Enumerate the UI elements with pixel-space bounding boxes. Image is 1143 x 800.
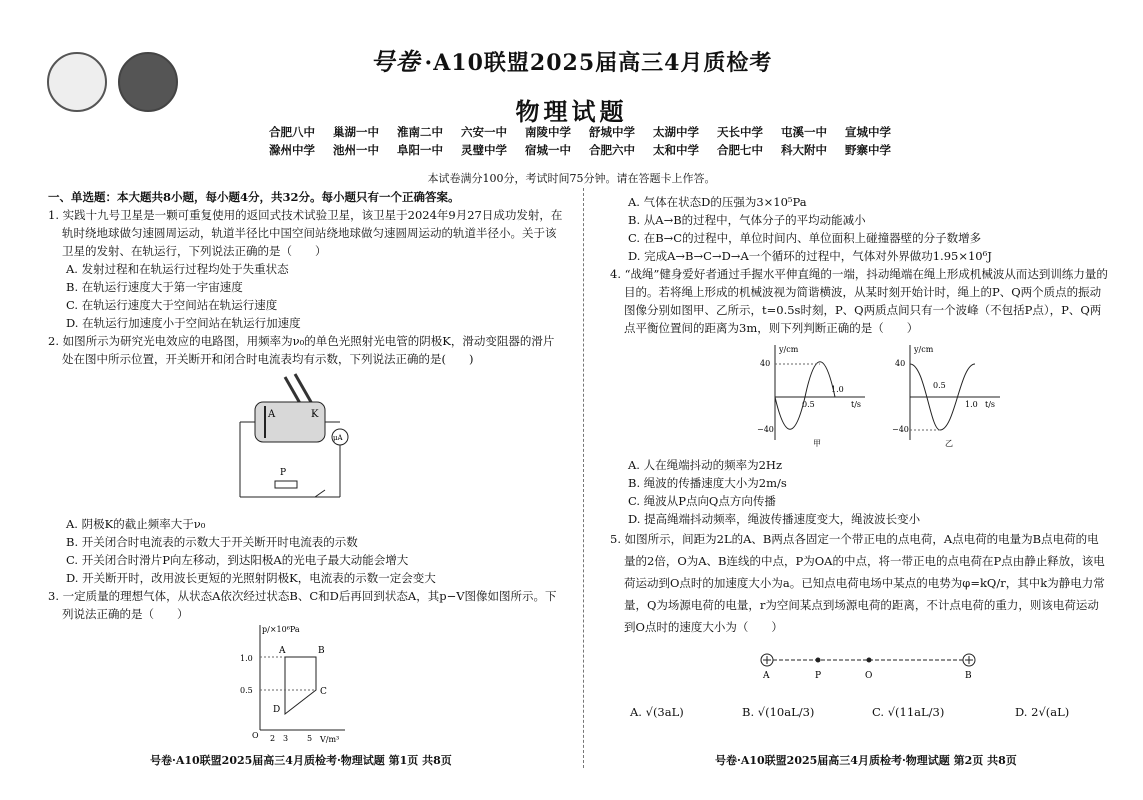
subject-title: 物理试题 <box>515 97 628 126</box>
column-divider <box>583 188 584 768</box>
question-3-option-c: C. 在B→C的过程中，单位时间内、单位面积上碰撞器壁的分子数增多 <box>628 231 982 245</box>
question-3-option-a: A. 气体在状态D的压强为3×10⁵Pa <box>628 195 807 209</box>
pv-point-a: A <box>279 646 286 656</box>
pv-xlabel: V/m³ <box>320 735 340 744</box>
question-2-stem: 2. 如图所示为研究光电效应的电路图，用频率为ν₀的单色光照射光电管的阴极K，滑动变阻器的滑片处在图中所示位置，开关断开和闭合时电流表均有示数，下列说法正确的是( ) <box>48 334 555 366</box>
question-4-option-c: C. 绳波从P点向Q点方向传播 <box>628 494 776 508</box>
question-5-option-b: B. √(10aL/3) <box>742 705 815 719</box>
footer-right: 号卷·A10联盟2025届高三4月质检考·物理试题 第2页 共8页 <box>715 754 1017 767</box>
wave2-ytick-pos: 40 <box>895 359 906 368</box>
question-2-option-d: D. 开关断开时，改用波长更短的光照射阴极K，电流表的示数一定会变大 <box>66 571 436 585</box>
school-list-row2: 滁州中学 池州一中 阜阳一中 灵璧中学 宿城一中 合肥六中 太和中学 合肥七中 科大附中 野寨中学 <box>268 143 892 157</box>
school-list-row1: 合肥八中 巢湖一中 淮南二中 六安一中 南陵中学 舒城中学 太湖中学 天长中学 屯溪一中 宣城中学 <box>268 125 892 139</box>
question-2-option-b: B. 开关闭合时电流表的示数大于开关断开时电流表的示数 <box>66 535 358 549</box>
wave1-ytick-pos: 40 <box>760 359 771 368</box>
question-2-option-a: A. 阴极K的截止频率大于ν₀ <box>66 517 206 531</box>
footer-left: 号卷·A10联盟2025届高三4月质检考·物理试题 第1页 共8页 <box>150 754 452 767</box>
wave2-ylabel: y/cm <box>914 345 934 354</box>
pv-point-c: C <box>320 687 327 697</box>
question-3-stem: 3. 一定质量的理想气体，从状态A依次经过状态B、C和D后再回到状态A，其p−V图像如图所示。下列说法正确的是（ ） <box>48 589 557 621</box>
question-4-stem: 4. “战绳”健身爱好者通过手握水平伸直绳的一端，抖动绳端在绳上形成机械波从而达到训练力量的目的。若将绳上形成的机械波视为简谐横波，从某时刻开始计时，绳上的P、Q两个质点的振动图像分别如图甲、乙所示，t=0.5s时刻，P、Q两质点间只有一个波峰（不包括P点），P、Q两点平衡位置间的距离为3m，则下列判断正确的是（ ） <box>610 267 1108 335</box>
question-2-option-c: C. 开关闭合时滑片P向左移动，到达阳极A的光电子最大动能会增大 <box>66 553 409 567</box>
charge-label-o: O <box>865 671 873 681</box>
exam-notice: 本试卷满分100分，考试时间75分钟。请在答题卡上作答。 <box>427 172 716 185</box>
charge-diagram <box>755 650 985 682</box>
pv-ytick-05: 0.5 <box>240 686 253 695</box>
anode-label: A <box>268 409 276 420</box>
question-5-option-d: D. 2√(aL) <box>1015 705 1070 719</box>
charge-label-p: P <box>815 671 822 681</box>
wave2-tick-10: 1.0 <box>965 400 978 409</box>
wave2-caption: 乙 <box>945 439 953 448</box>
question-4-option-a: A. 人在绳端抖动的频率为2Hz <box>628 458 783 472</box>
brand-mark: 号卷 <box>370 47 421 76</box>
right-column <box>610 193 1110 337</box>
question-1-option-c: C. 在轨运行速度大于空间站在轨运行速度 <box>66 298 278 312</box>
pv-xtick-2: 2 <box>270 734 276 743</box>
wave-graphs <box>755 340 1015 455</box>
question-4-option-d: D. 提高绳端抖动频率，绳波传播速度变大，绳波波长变小 <box>628 512 921 526</box>
wave2-tick-05: 0.5 <box>933 381 946 390</box>
wave1-ylabel: y/cm <box>779 345 799 354</box>
right-column-lower <box>610 456 1110 638</box>
charge-label-a: A <box>763 671 770 681</box>
exam-title: 号卷 ·A10联盟2025届高三4月质检考 <box>370 47 773 76</box>
photoelectric-circuit-diagram <box>225 372 355 512</box>
question-5-option-a: A. √(3aL) <box>630 705 684 719</box>
question-3-option-d: D. 完成A→B→C→D→A一个循环的过程中，气体对外界做功1.95×10⁶J <box>628 249 992 263</box>
wave1-tick-05: 0.5 <box>802 400 815 409</box>
microammeter-label: μA <box>333 434 343 442</box>
pv-origin: O <box>252 731 259 740</box>
wave1-ytick-neg: −40 <box>757 425 774 434</box>
pv-chart <box>230 620 350 745</box>
slider-label: P <box>280 468 287 478</box>
section-heading: 一、单选题：本大题共8小题，每小题4分，共32分。每小题只有一个正确答案。 <box>48 190 460 204</box>
question-5-stem: 5. 如图所示，间距为2L的A、B两点各固定一个带正电的点电荷，A点电荷的电量为B点电荷的电量的2倍，O为A、B连线的中点，P为OA的中点，将一带正电的点电荷在P点由静止释放，该电荷运动到O点时的加速度大小为a。已知点电荷电场中某点的电势为φ=kQ/r，其中k为静电力常量，Q为场源电荷的电量，r为空间某点到场源电荷的距离，不计点电荷的重力，则该电荷运动到O点时的速度大小为（ ） <box>610 532 1105 634</box>
pv-xtick-3: 3 <box>283 734 289 743</box>
cathode-label: K <box>311 409 319 420</box>
pv-ytick-1: 1.0 <box>240 654 253 663</box>
left-column <box>48 188 563 368</box>
question-1-option-b: B. 在轨运行速度大于第一宇宙速度 <box>66 280 243 294</box>
question-3-option-b: B. 从A→B的过程中，气体分子的平均动能减小 <box>628 213 866 227</box>
wave1-caption: 甲 <box>813 439 821 448</box>
question-1-stem: 1. 实践十九号卫星是一颗可重复使用的返回式技术试验卫星，该卫星于2024年9月27日成功发射，在轨时绕地球做匀速圆周运动，轨道半径比中国空间站绕地球做匀速圆周运动的轨道半径小。关于该卫星的发射、在轨运行，下列说法正确的是（ ） <box>48 208 563 258</box>
question-4-option-b: B. 绳波的传播速度大小为2m/s <box>628 476 787 490</box>
wave1-xlabel: t/s <box>851 400 862 409</box>
pv-xtick-5: 5 <box>307 734 313 743</box>
pv-point-b: B <box>318 646 325 656</box>
left-column-lower <box>48 515 563 623</box>
pv-ylabel: p/×10⁶Pa <box>262 625 300 634</box>
question-5-option-c: C. √(11aL/3) <box>872 705 945 719</box>
question-1-option-a: A. 发射过程和在轨运行过程均处于失重状态 <box>66 262 289 276</box>
wave2-xlabel: t/s <box>985 400 996 409</box>
pv-point-d: D <box>273 705 281 715</box>
charge-label-b: B <box>965 671 972 681</box>
question-1-option-d: D. 在轨运行加速度小于空间站在轨运行加速度 <box>66 316 301 330</box>
wave1-tick-10: 1.0 <box>831 385 844 394</box>
wave2-ytick-neg: −40 <box>892 425 909 434</box>
